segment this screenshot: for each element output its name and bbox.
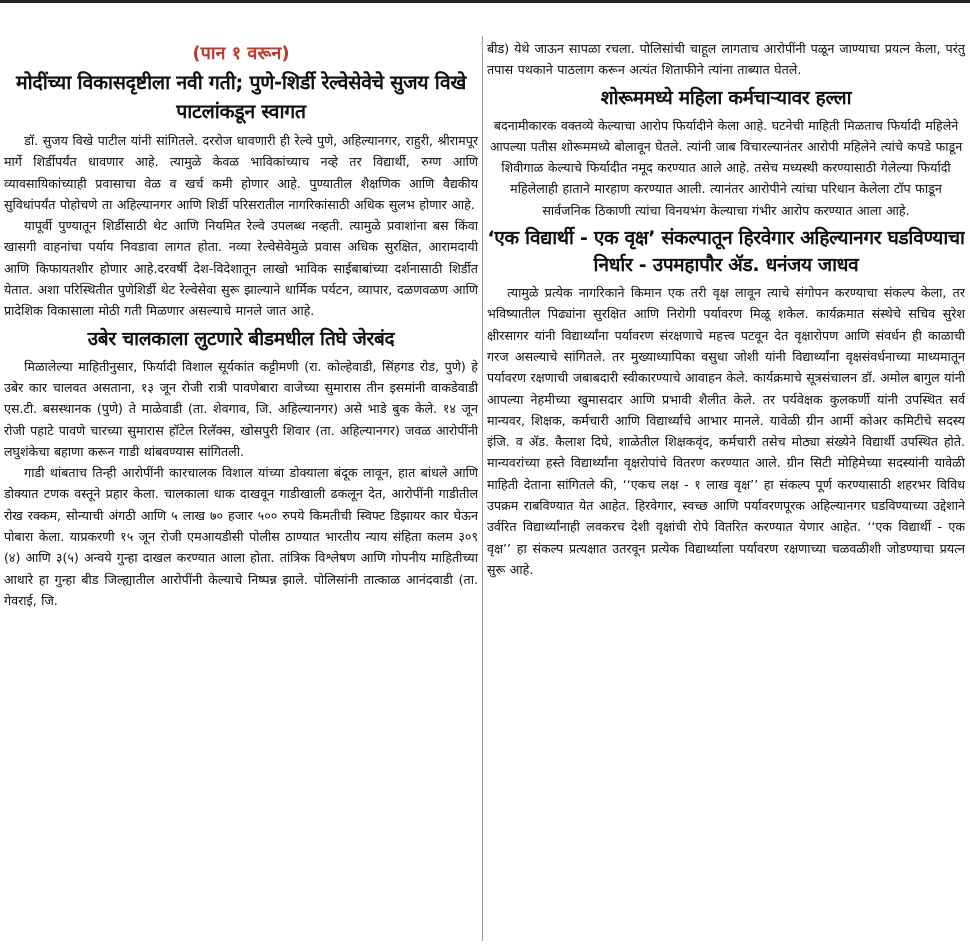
- story-headline-tree-plantation: ‘एक विद्यार्थी - एक वृक्ष’ संकल्पातून हिरवेगार अहिल्यानगर घडविण्याचा निर्धार - उपमहापौर ॲड. धनंजय जाधव: [487, 227, 965, 277]
- left-column: [4, 36, 478, 946]
- story-paragraph: गाडी थांबताच तिन्ही आरोपींनी कारचालक विशाल यांच्या डोक्याला बंदूक लावून, हात बांधले आणि डोक्यात टणक वस्तूने प्रहार केला. चालकाला धाक दाखवून गाडीखाली ढकलून देत, आरोपींनी गाडीतील रोख रक्कम, सोन्याची अंगठी आणि ५ लाख ७० हजार ५०० रुपये किमतीची स्विफ्ट डिझायर कार घेऊन पोबारा केला. याप्रकरणी १५ जून रोजी एमआयडीसी पोलीस ठाण्यात भारतीय न्याय संहिता कलम ३०९ (४) आणि ३(५) अन्वये गुन्हा दाखल करण्यात आला होता. तांत्रिक विश्लेषण आणि गोपनीय माहितीच्या आधारे हा गुन्हा बीड जिल्ह्यातील आरोपींनी केल्याचे निष्पन्न झाले. पोलिसांनी तात्काळ आनंदवाडी (ता. गेवराई, जि.: [4, 465, 478, 608]
- top-rule: [0, 0, 970, 3]
- story-paragraph: त्यामुळे प्रत्येक नागरिकाने किमान एक तरी वृक्ष लावून त्याचे संगोपन करण्याचा संकल्प केला, तर भविष्यातील पिढ्यांना सुरक्षित आणि निरोगी पर्यावरण मिळू शकेल. कार्यक्रमात संस्थेचे सचिव सुरेश क्षीरसागर यांनी विद्यार्थ्यांना पर्यावरण संरक्षणाचे महत्त्व पटवून देत वृक्षारोपण आणि संवर्धन ही काळाची गरज असल्याचे सांगितले. तर मुख्याध्यापिका वसुधा जोशी यांनी विद्यार्थ्यांना वृक्षसंवर्धनाच्या माध्यमातून पर्यावरण रक्षणाची जबाबदारी स्वीकारण्याचे आवाहन केले. कार्यक्रमाचे सूत्रसंचालन डॉ. अमोल बागुल यांनी आपल्या नेहमीच्या खुमासदार आणि प्रभावी शैलीत केले. तर पर्यवेक्षक कुलकर्णी यांनी उपस्थित सर्व मान्यवर, शिक्षक, कर्मचारी आणि विद्यार्थ्यांचे आभार मानले. यावेळी ग्रीन आर्मी कोअर कमिटीचे सदस्य इंजि. व ॲड. कैलाश दिघे, शाळेतील शिक्षकवृंद, कर्मचारी तसेच मोठ्या संख्येने विद्यार्थी उपस्थित होते. मान्यवरांच्या हस्ते विद्यार्थ्यांना वृक्षरोपांचे वितरण करण्यात आले. ग्रीन सिटी मोहिमेच्या सदस्यांनी यावेळी माहिती देताना सांगितले की, ‘‘एकच लक्ष - १ लाख वृक्ष’’ हा संकल्प पूर्ण करण्यासाठी शहरभर विविध उपक्रम राबविण्यात येत आहेत. हिरवेगार, स्वच्छ आणि पर्यावरणपूरक अहिल्यानगर घडविण्याच्या उद्देशाने उर्वरित विद्यार्थ्यांनाही लवकरच देशी वृक्षांची रोपे वितरित करण्यात येणार आहेत. ‘‘एक विद्यार्थी - एक वृक्ष’’ हा संकल्प प्रत्यक्षात उतरवून प्रत्येक विद्यार्थ्याला पर्यावरण रक्षणाच्या चळवळीशी जोडण्याचा प्रयत्न सुरू आहे.: [487, 285, 965, 577]
- story-paragraph: मिळालेल्या माहितीनुसार, फिर्यादी विशाल सूर्यकांत कट्टीमणी (रा. कोल्हेवाडी, सिंहगड रोड, पुणे) हे उबेर कार चालवत असताना, १३ जून रोजी रात्री पावणेबारा वाजेच्या सुमारास तीन इसमांनी वाकडेवाडी एस.टी. बसस्थानक (पुणे) ते माळेवाडी (ता. शेवगाव, जि. अहिल्यानगर) असे भाडे बुक केले. १४ जून रोजी पहाटे पावणे चारच्या सुमारास हॉटेल रिलॅक्स, खोसपुरी शिवार (ता. अहिल्यानगर) जवळ आरोपींनी लघुशंकेचा बहाणा करून गाडी थांबवण्यास सांगितली.: [4, 358, 478, 459]
- story-headline-uber-robbery: उबेर चालकाला लुटणारे बीडमधील तिघे जेरबंद: [87, 327, 395, 350]
- story-paragraph: बदनामीकारक वक्तव्ये केल्याचा आरोप फिर्यादीने केला आहे. घटनेची माहिती मिळताच फिर्यादी महिलेने आपल्या पतीस शोरूममध्ये बोलावून घेतले. त्यांनी जाब विचारल्यानंतर आरोपी महिलेने त्यांचे कपडे फाडून शिवीगाळ केल्याचे फिर्यादीत नमूद करण्यात आले आहे. तसेच मध्यस्थी करण्यासाठी गेलेल्या फिर्यादी महिलेलाही हाताने मारहाण करण्यात आली. त्यानंतर आरोपीने त्यांचा परिधान केलेला टॉप फाडून सार्वजनिक ठिकाणी त्यांचा विनयभंग केल्याचा गंभीर आरोप करण्यात आला आहे.: [489, 117, 963, 218]
- story-headline-railway: मोदींच्या विकासदृष्टीला नवी गती; पुणे-शिर्डी रेल्वेसेवेचे सुजय विखे पाटलांकडून स्वागत: [15, 71, 467, 123]
- story-paragraph: यापूर्वी पुण्यातून शिर्डीसाठी थेट आणि नियमित रेल्वे उपलब्ध नव्हती. त्यामुळे प्रवाशांना बस किंवा खासगी वाहनांचा पर्याय निवडावा लागत होता. नव्या रेल्वेसेवेमुळे प्रवास अधिक सुरक्षित, आरामदायी आणि किफायतशीर होणार आहे.दरवर्षी देश-विदेशातून लाखो भाविक साईबाबांच्या दर्शनासाठी शिर्डीत येतात. अशा परिस्थितीत पुणेशिर्डी थेट रेल्वेसेवा सुरू झाल्याने धार्मिक पर्यटन, व्यापार, दळणवळण आणि प्रादेशिक विकासाला मोठी गती मिळणार असल्याचे मानले जात आहे.: [4, 218, 478, 319]
- column-divider: [482, 36, 483, 941]
- right-column: [487, 38, 965, 948]
- story-headline-showroom-assault: शोरूममध्ये महिला कर्मचाऱ्यावर हल्ला: [600, 86, 852, 109]
- story-continuation: बीड) येथे जाऊन सापळा रचला. पोलिसांची चाहूल लागताच आरोपींनी पळून जाण्याचा प्रयत्न केला, परंतु तपास पथकाने पाठलाग करून अत्यंत शिताफीने त्यांना ताब्यात घेतले.: [487, 41, 965, 78]
- continued-from-page-kicker: (पान १ वरून): [192, 43, 290, 64]
- story-paragraph: डॉ. सुजय विखे पाटील यांनी सांगितले. दररोज धावणारी ही रेल्वे पुणे, अहिल्यानगर, राहुरी, श्रीरामपूर मार्गे शिर्डीपर्यंत धावणार आहे. त्यामुळे केवळ भाविकांच्याच नव्हे तर विद्यार्थी, रुग्ण आणि व्यावसायिकांच्याही प्रवासाचा वेळ व खर्च कमी होणार आहे. पुण्यातील शैक्षणिक आणि वैद्यकीय सुविधांपर्यंत पोहोचणे ता अहिल्यानगर आणि शिर्डी परिसरातील नागरिकांसाठी अधिक सुलभ होणार आहे.: [4, 133, 478, 212]
